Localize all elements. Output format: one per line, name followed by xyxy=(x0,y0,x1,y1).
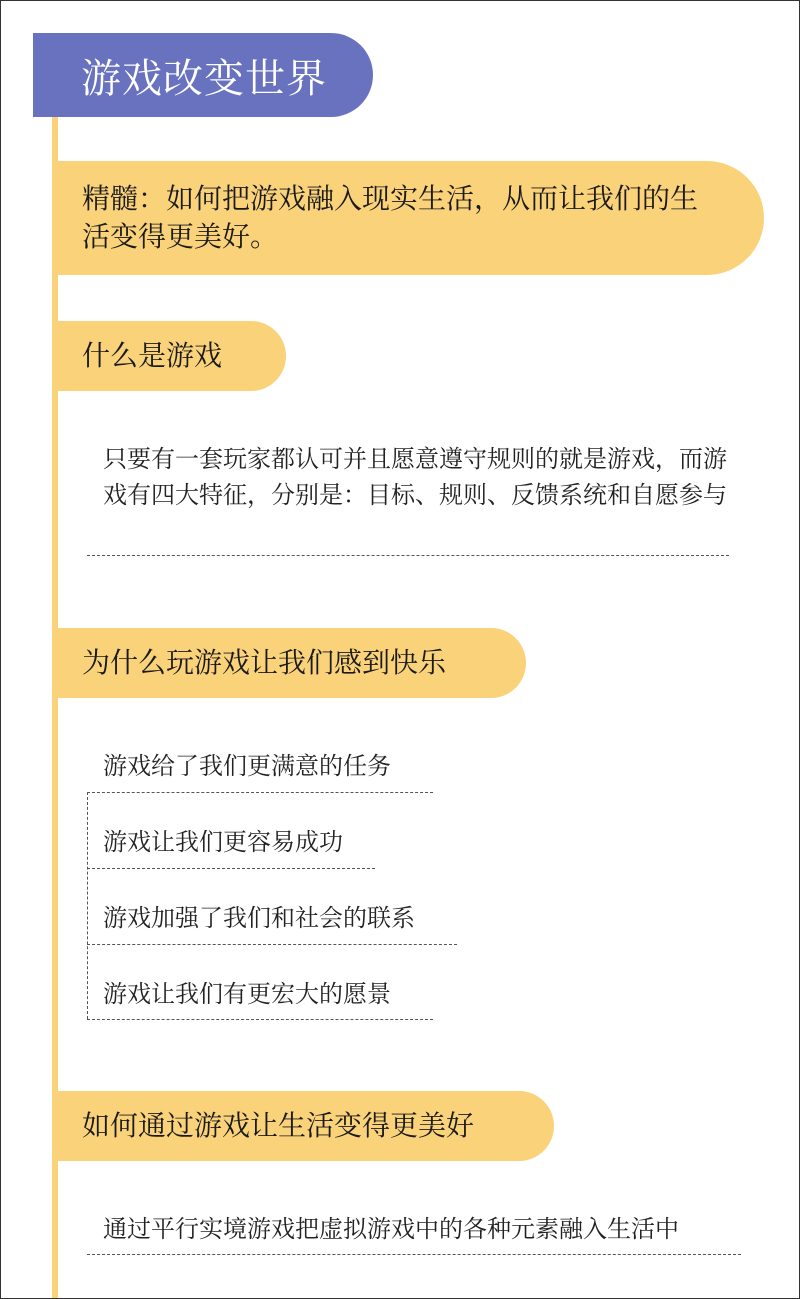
branch-connector xyxy=(87,792,88,1019)
list-item: 游戏让我们有更宏大的愿景 xyxy=(103,980,391,1008)
section-heading-why-happy xyxy=(58,628,526,698)
essence-text: 精髓：如何把游戏融入现实生活，从而让我们的生活变得更美好。 xyxy=(82,182,699,253)
divider-line xyxy=(87,1254,741,1255)
essence-banner xyxy=(58,161,764,275)
page-title: 游戏改变世界 xyxy=(81,55,327,102)
title-banner xyxy=(33,33,373,117)
item-underline xyxy=(87,944,457,945)
section-heading-what-is-game xyxy=(58,321,286,391)
section-heading-label: 如何通过游戏让生活变得更美好 xyxy=(82,1109,475,1142)
list-item: 游戏让我们更容易成功 xyxy=(103,828,343,856)
section-heading-label: 为什么玩游戏让我们感到快乐 xyxy=(82,646,447,679)
list-item: 游戏给了我们更满意的任务 xyxy=(103,752,391,780)
section-paragraph-how-better: 通过平行实境游戏把虚拟游戏中的各种元素融入生活中 xyxy=(103,1215,679,1243)
item-underline xyxy=(87,792,433,793)
section-heading-how-better xyxy=(58,1091,554,1161)
section-paragraph-what-is-game: 只要有一套玩家都认可并且愿意遵守规则的就是游戏，而游戏有四大特征，分别是：目标、规则、反馈系统和自愿参与 xyxy=(103,445,727,509)
item-underline xyxy=(87,1019,433,1020)
divider-line xyxy=(87,555,729,556)
list-item: 游戏加强了我们和社会的联系 xyxy=(103,904,415,932)
item-underline xyxy=(87,868,375,869)
section-heading-label: 什么是游戏 xyxy=(82,339,223,372)
